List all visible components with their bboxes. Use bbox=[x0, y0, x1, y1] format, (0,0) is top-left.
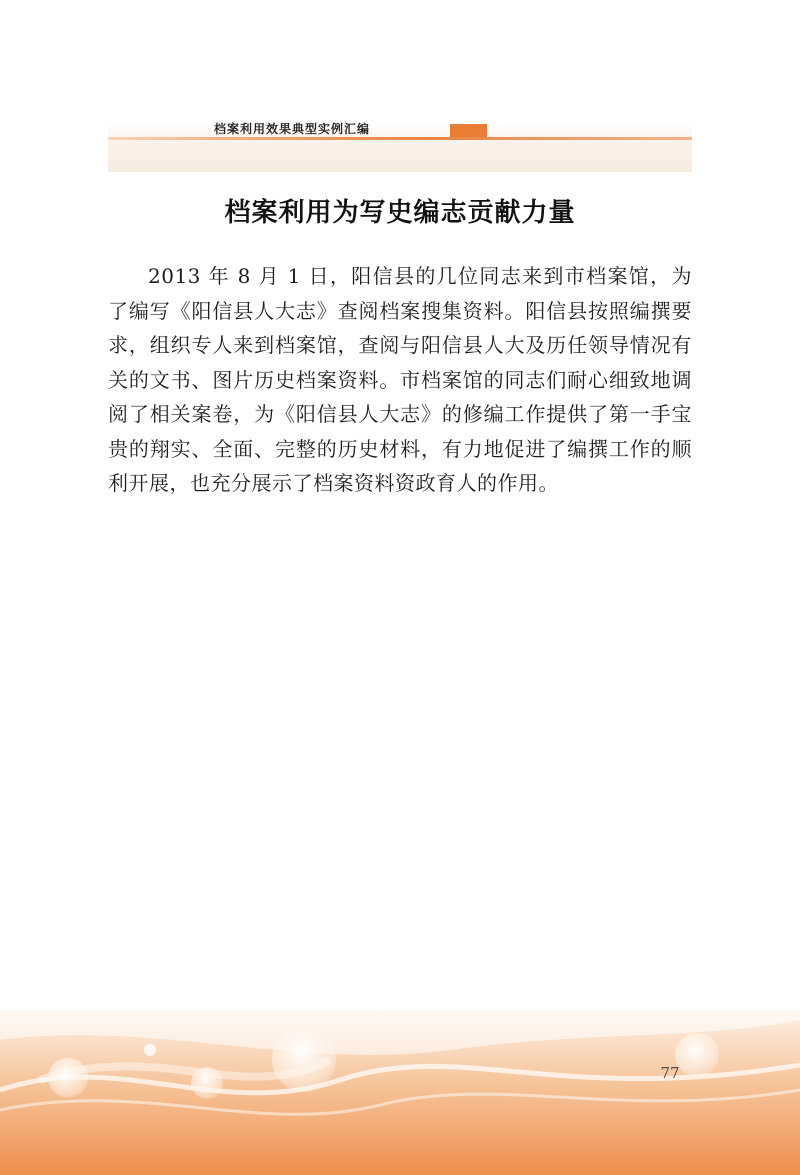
bubble-tiny bbox=[144, 1044, 156, 1056]
running-header-title: 档案利用效果典型实例汇编 bbox=[214, 122, 371, 136]
header-accent-block bbox=[450, 124, 487, 137]
bubble-small bbox=[191, 1067, 223, 1099]
bubble-left bbox=[48, 1058, 88, 1098]
article-body: 2013 年 8 月 1 日，阳信县的几位同志来到市档案馆，为了编写《阳信县人大志》查阅档案搜集资料。阳信县按照编撰要求，组织专人来到档案馆，查阅与阳信县人大及历任领导情况有关的文书、图片历史档案资料。市档案馆的同志们耐心细致地调阅了相关案卷，为《阳信县人大志》的修编工作提供了第一手宝贵的翔实、全面、完整的历史材料，有力地促进了编撰工作的顺利开展，也充分展示了档案资料资政育人的作用。 bbox=[108, 264, 692, 495]
bubble-large bbox=[272, 1028, 336, 1092]
article-title: 档案利用为写史编志贡献力量 bbox=[224, 198, 576, 228]
page-number: 77 bbox=[660, 1064, 680, 1082]
footer-decoration bbox=[0, 1010, 800, 1175]
